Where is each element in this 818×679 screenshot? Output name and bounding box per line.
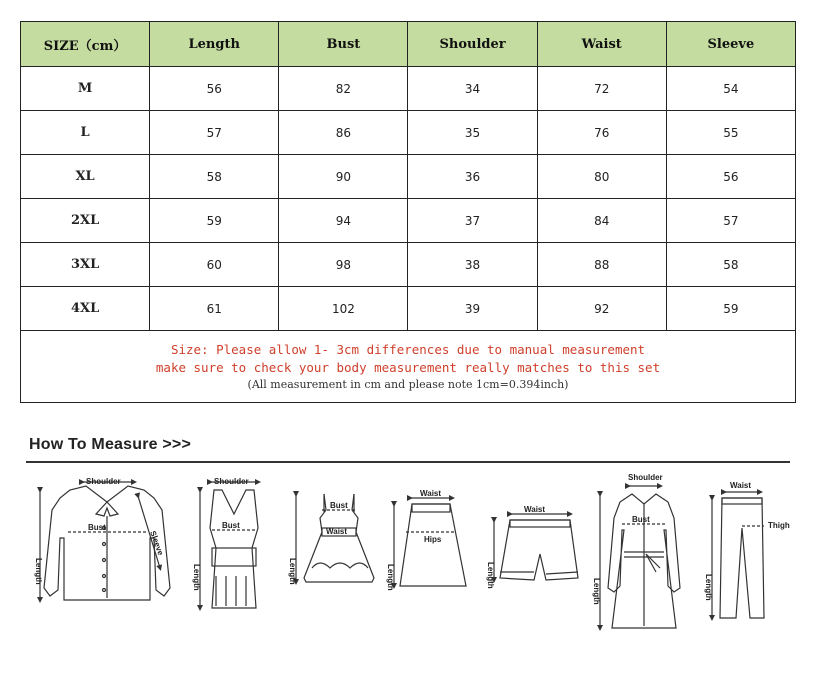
- table-cell: 92: [537, 287, 666, 331]
- shorts-diagram: [494, 514, 578, 580]
- table-cell: 58: [666, 243, 795, 287]
- table-cell: 36: [408, 155, 537, 199]
- label-sleeve: Sleeve: [148, 529, 166, 557]
- table-row: [21, 199, 796, 243]
- column-header: SIZE（cm）: [21, 22, 150, 67]
- table-cell: 84: [537, 199, 666, 243]
- table-cell: 59: [666, 287, 795, 331]
- column-header: Waist: [537, 22, 666, 67]
- size-cell: 3XL: [21, 243, 150, 287]
- table-row: [21, 243, 796, 287]
- label-bust: Bust: [222, 521, 240, 530]
- table-cell: 39: [408, 287, 537, 331]
- table-cell: 35: [408, 111, 537, 155]
- label-shoulder: Shoulder: [628, 473, 663, 482]
- blouse-diagram: [40, 482, 170, 600]
- table-cell: 76: [537, 111, 666, 155]
- size-cell: 4XL: [21, 287, 150, 331]
- label-length: Length: [192, 564, 201, 591]
- note-row: [21, 331, 796, 403]
- table-cell: 57: [150, 111, 279, 155]
- label-waist: Waist: [326, 527, 348, 536]
- label-thigh: Thigh: [768, 521, 790, 530]
- table-cell: 94: [279, 199, 408, 243]
- size-chart-table: [20, 21, 796, 403]
- table-cell: 98: [279, 243, 408, 287]
- measurement-diagrams: [0, 468, 818, 679]
- table-cell: 60: [150, 243, 279, 287]
- label-bust: Bust: [330, 501, 348, 510]
- table-cell: 86: [279, 111, 408, 155]
- column-header: Shoulder: [408, 22, 537, 67]
- table-cell: 90: [279, 155, 408, 199]
- table-cell: 56: [150, 67, 279, 111]
- trousers-diagram: [712, 492, 764, 618]
- label-length: Length: [288, 558, 297, 585]
- column-header: Sleeve: [666, 22, 795, 67]
- table-cell: 102: [279, 287, 408, 331]
- table-cell: 80: [537, 155, 666, 199]
- column-header: Bust: [279, 22, 408, 67]
- table-cell: 54: [666, 67, 795, 111]
- size-cell: L: [21, 111, 150, 155]
- table-header-row: [21, 22, 796, 67]
- label-shoulder: Shoulder: [214, 477, 249, 486]
- label-hips: Hips: [424, 535, 442, 544]
- label-bust: Bust: [632, 515, 650, 524]
- label-length: Length: [592, 578, 601, 605]
- table-cell: 56: [666, 155, 795, 199]
- table-cell: 34: [408, 67, 537, 111]
- label-length: Length: [34, 558, 43, 585]
- measurement-note: [21, 331, 796, 403]
- title-divider: [26, 461, 790, 463]
- table-cell: 88: [537, 243, 666, 287]
- table-cell: 37: [408, 199, 537, 243]
- label-length: Length: [704, 574, 713, 601]
- table-cell: 38: [408, 243, 537, 287]
- table-row: [21, 67, 796, 111]
- column-header: Length: [150, 22, 279, 67]
- how-to-measure-section: [0, 410, 818, 679]
- label-length: Length: [486, 562, 495, 589]
- note-line-2: make sure to check your body measurement really matches to this set: [155, 359, 661, 375]
- size-cell: 2XL: [21, 199, 150, 243]
- table-cell: 58: [150, 155, 279, 199]
- table-cell: 55: [666, 111, 795, 155]
- note-line-3: (All measurement in cm and please note 1cm=0.394inch): [247, 377, 569, 391]
- label-shoulder: Shoulder: [86, 477, 121, 486]
- table-cell: 57: [666, 199, 795, 243]
- label-waist: Waist: [730, 481, 752, 490]
- how-to-measure-title: How To Measure >>>: [29, 436, 192, 453]
- label-length: Length: [386, 564, 395, 591]
- table-row: [21, 287, 796, 331]
- table-row: [21, 111, 796, 155]
- table-row: [21, 155, 796, 199]
- table-cell: 82: [279, 67, 408, 111]
- table-cell: 72: [537, 67, 666, 111]
- label-waist: Waist: [524, 505, 546, 514]
- size-cell: M: [21, 67, 150, 111]
- note-line-1: Size: Please allow 1- 3cm differences due to manual measurement: [170, 341, 646, 357]
- tank-top-diagram: [200, 482, 258, 608]
- coat-diagram: [600, 486, 680, 628]
- label-waist: Waist: [420, 489, 442, 498]
- label-bust: Bust: [88, 523, 106, 532]
- size-cell: XL: [21, 155, 150, 199]
- table-cell: 59: [150, 199, 279, 243]
- table-cell: 61: [150, 287, 279, 331]
